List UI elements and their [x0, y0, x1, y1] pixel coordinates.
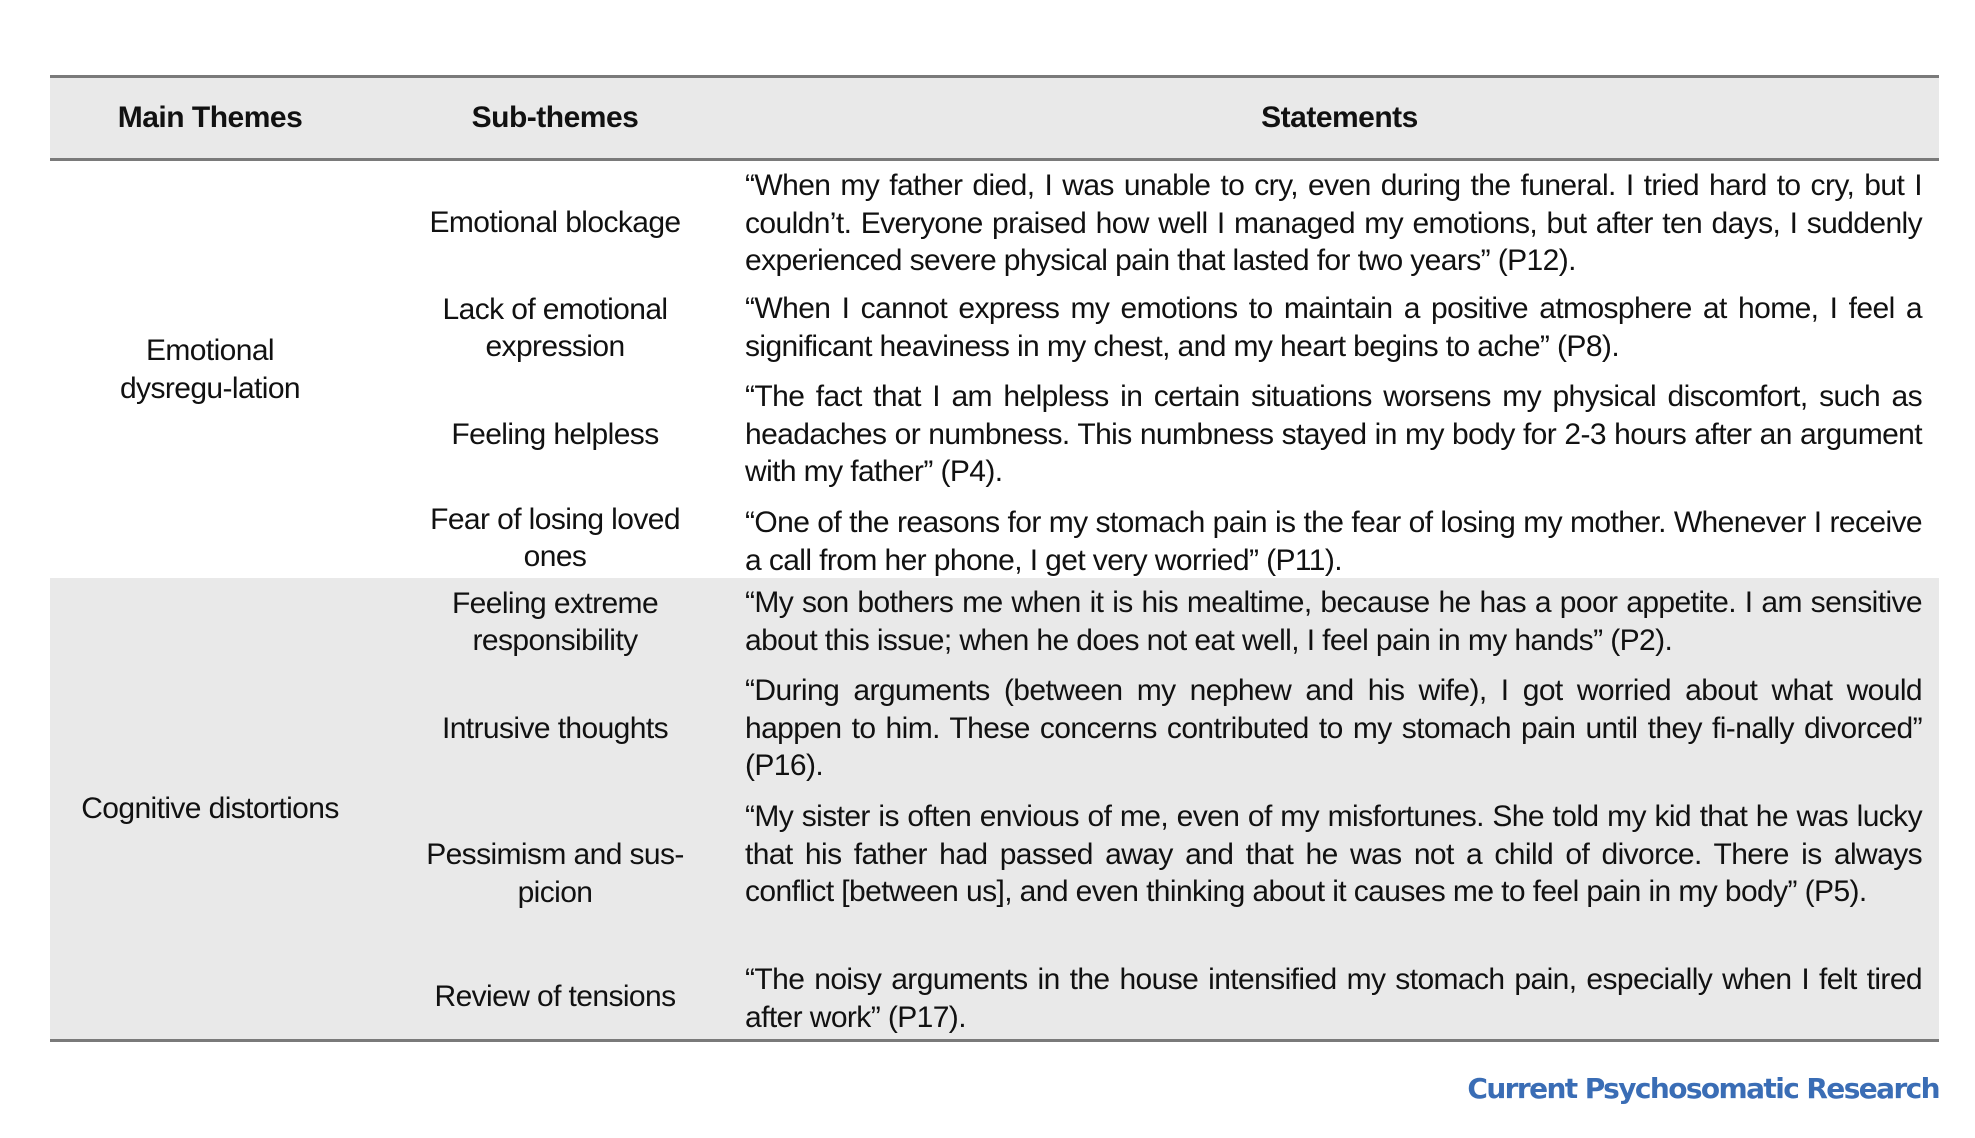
- sub-theme: Emotional blockage: [429, 205, 681, 239]
- statement: “My son bothers me when it is his mealtime, because he has a poor appetite. I am sensitive about this issue; when he does not eat well, I feel pain in my hands” (P2).: [745, 586, 1922, 657]
- header-sub-themes: Sub-themes: [471, 101, 639, 134]
- theme-group-emotional-dysregulation: [50, 161, 1939, 578]
- sub-theme: Pessimism and sus-picion: [426, 838, 684, 909]
- table-row: [370, 284, 1939, 372]
- sub-theme: Fear of losing loved ones: [430, 502, 680, 573]
- header-statements: Statements: [1261, 101, 1418, 134]
- table-row: [370, 498, 1939, 578]
- main-theme-label: Cognitive distortions: [81, 791, 339, 825]
- statement: “The noisy arguments in the house intensified my stomach pain, especially when I felt tired after work” (P17).: [745, 963, 1922, 1034]
- theme-group-cognitive-distortions: [50, 578, 1939, 1039]
- main-theme-label: Emotional dysregu-lation: [119, 334, 301, 405]
- sub-theme: Intrusive thoughts: [441, 712, 668, 746]
- statement: “When I cannot express my emotions to maintain a positive atmosphere at home, I feel a significant heaviness in my chest, and my heart begins to ache” (P8).: [745, 292, 1922, 363]
- statement: “During arguments (between my nephew and his wife), I got worried about what would happen to him. These concerns contributed to my stomach pain until they fi-nally divorced” (P16).: [745, 674, 1922, 782]
- main-theme: [50, 161, 370, 578]
- statement: “The fact that I am helpless in certain situations worsens my physical discomfort, such as headaches or numbness. This numbness stayed in my body for 2-3 hours after an argument with my father” (P4).: [745, 380, 1922, 488]
- themes-table: [50, 75, 1939, 1042]
- sub-theme: Feeling helpless: [451, 418, 659, 452]
- table-row: [370, 792, 1939, 955]
- main-theme: [50, 578, 370, 1039]
- statement: “When my father died, I was unable to cry, even during the funeral. I tried hard to cry, but I couldn’t. Everyone praised how well I managed my emotions, but after ten days, I suddenly experienced severe physical pain that lasted for two years” (P12).: [745, 169, 1922, 277]
- statement: “One of the reasons for my stomach pain is the fear of losing my mother. Whenever I receive a call from her phone, I get very worried” (P11).: [745, 506, 1922, 577]
- table-header: [50, 78, 1939, 161]
- sub-theme: Review of tensions: [434, 980, 676, 1014]
- table-row: [370, 955, 1939, 1039]
- header-main-themes: Main Themes: [117, 101, 303, 134]
- table-row: [370, 161, 1939, 284]
- sub-theme: Feeling extreme responsibility: [451, 586, 659, 657]
- statement: “My sister is often envious of me, even of my misfortunes. She told my kid that he was lucky that his father had passed away and that he was not a child of divorce. There is always conflict [between us], and even thinking about it causes me to feel pain in my body” (P5).: [745, 800, 1922, 908]
- table-row: [370, 372, 1939, 498]
- journal-logo: Current Psychosomatic Research: [1467, 1072, 1939, 1105]
- table-row: [370, 578, 1939, 666]
- table-row: [370, 666, 1939, 792]
- sub-theme: Lack of emotional expression: [442, 292, 668, 363]
